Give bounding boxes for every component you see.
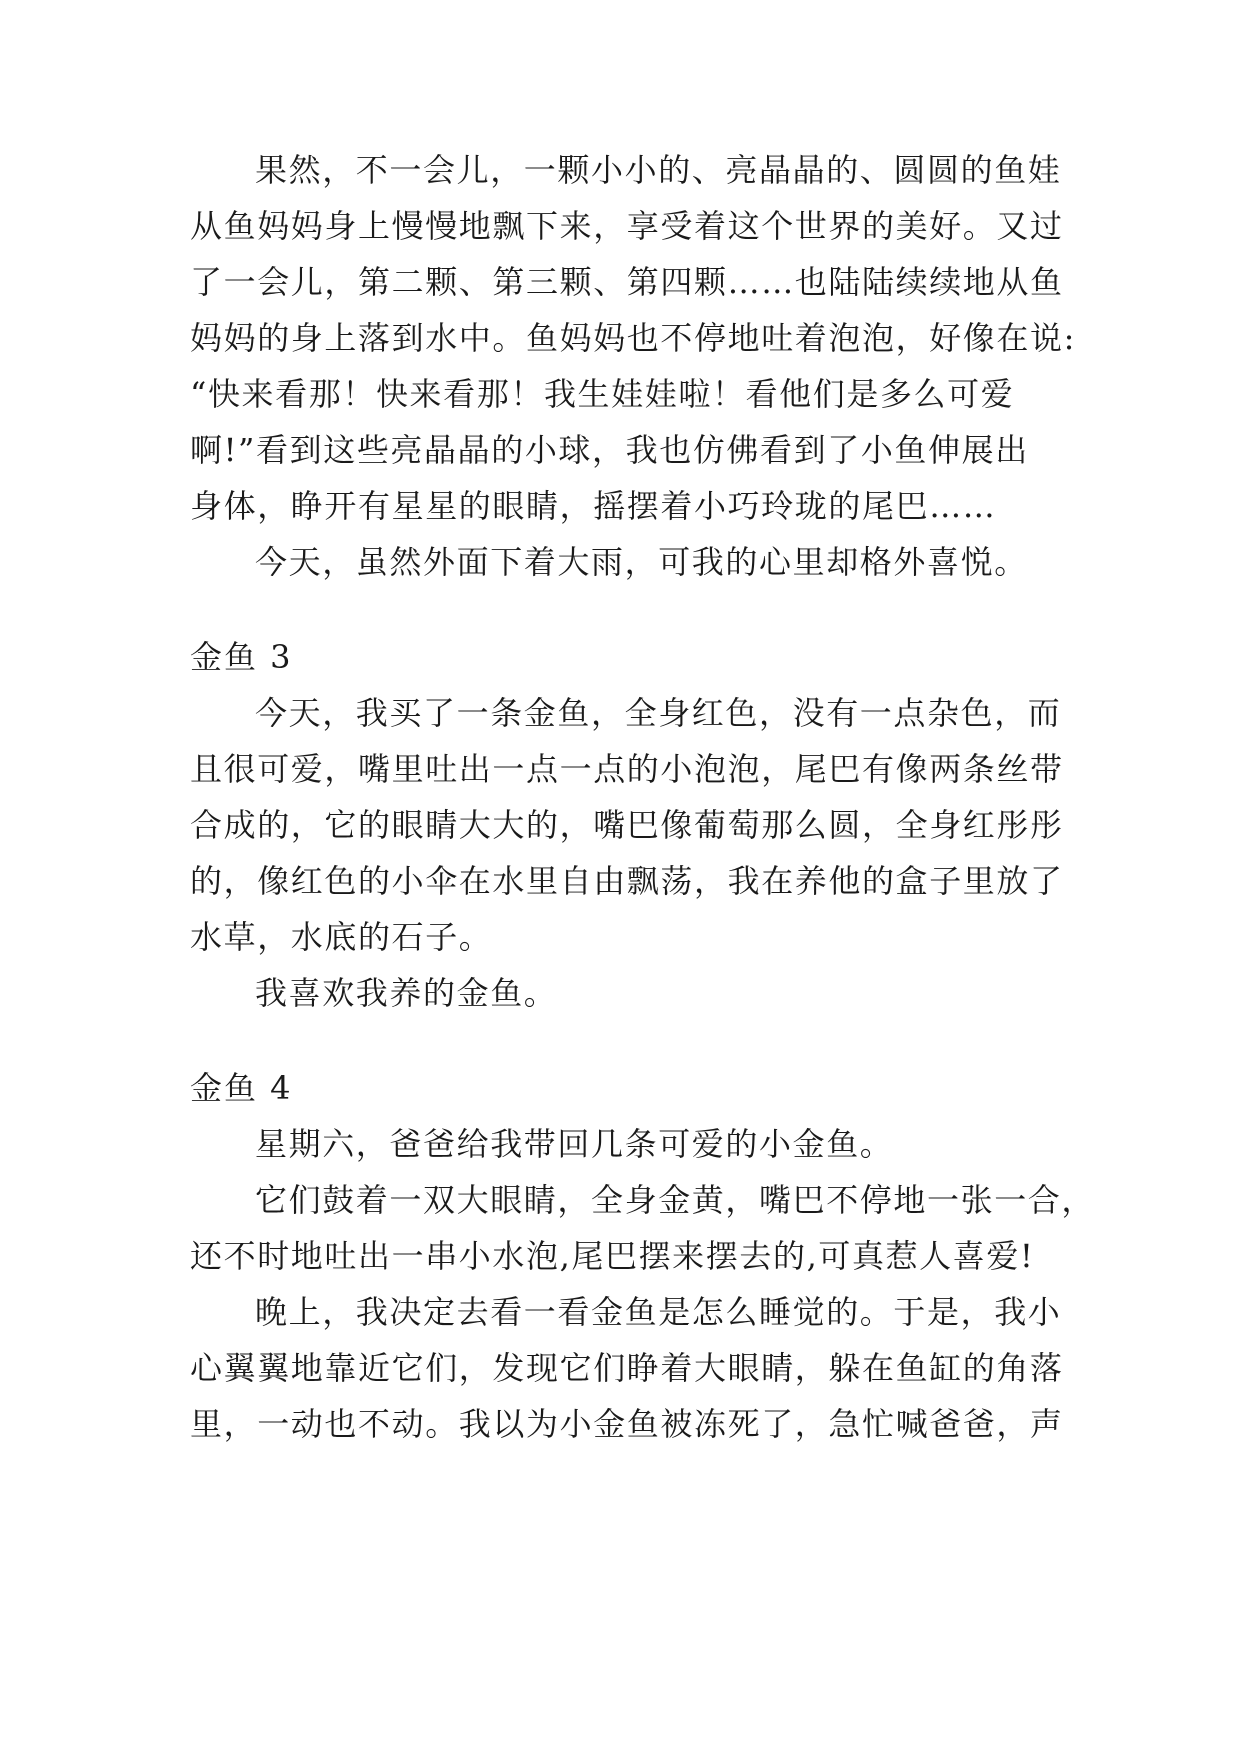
text-line: 了一会儿，第二颗、第三颗、第四颗……也陆陆续续地从鱼: [190, 263, 1064, 301]
text-line: 从鱼妈妈身上慢慢地飘下来，享受着这个世界的美好。又过: [190, 207, 1064, 245]
text-line: 的，像红色的小伞在水里自由飘荡，我在养他的盒子里放了: [190, 862, 1064, 900]
text-line: 里，一动也不动。我以为小金鱼被冻死了，急忙喊爸爸，声: [190, 1405, 1064, 1443]
text-line: 今天，我买了一条金鱼，全身红色，没有一点杂色，而: [255, 694, 1062, 732]
text-line: 且很可爱，嘴里吐出一点一点的小泡泡，尾巴有像两条丝带: [190, 750, 1064, 788]
text-line: 水草，水底的石子。: [190, 918, 493, 956]
section-title: 金鱼 3: [190, 638, 293, 676]
text-line: 晚上，我决定去看一看金鱼是怎么睡觉的。于是，我小: [255, 1293, 1062, 1331]
section-title: 金鱼 4: [190, 1069, 293, 1107]
text-line: 星期六，爸爸给我带回几条可爱的小金鱼。: [255, 1125, 894, 1163]
text-line: 妈妈的身上落到水中。鱼妈妈也不停地吐着泡泡，好像在说:: [190, 319, 1076, 357]
text-line: 我喜欢我养的金鱼。: [255, 974, 558, 1012]
text-line: 果然，不一会儿，一颗小小的、亮晶晶的、圆圆的鱼娃: [255, 151, 1062, 189]
text-line: “快来看那！快来看那！我生娃娃啦！看他们是多么可爱: [190, 375, 1015, 413]
text-line: 啊!”看到这些亮晶晶的小球，我也仿佛看到了小鱼伸展出: [190, 431, 1029, 469]
text-line: 合成的，它的眼睛大大的，嘴巴像葡萄那么圆，全身红彤彤: [190, 806, 1064, 844]
text-line: 还不时地吐出一串小水泡,尾巴摆来摆去的,可真惹人喜爱!: [190, 1237, 1035, 1275]
text-line: 身体，睁开有星星的眼睛，摇摆着小巧玲珑的尾巴……: [190, 487, 997, 525]
text-line: 它们鼓着一双大眼睛，全身金黄，嘴巴不停地一张一合，: [255, 1181, 1096, 1219]
text-line: 今天，虽然外面下着大雨，可我的心里却格外喜悦。: [255, 543, 1028, 581]
text-line: 心翼翼地靠近它们，发现它们睁着大眼睛，躲在鱼缸的角落: [190, 1349, 1064, 1387]
